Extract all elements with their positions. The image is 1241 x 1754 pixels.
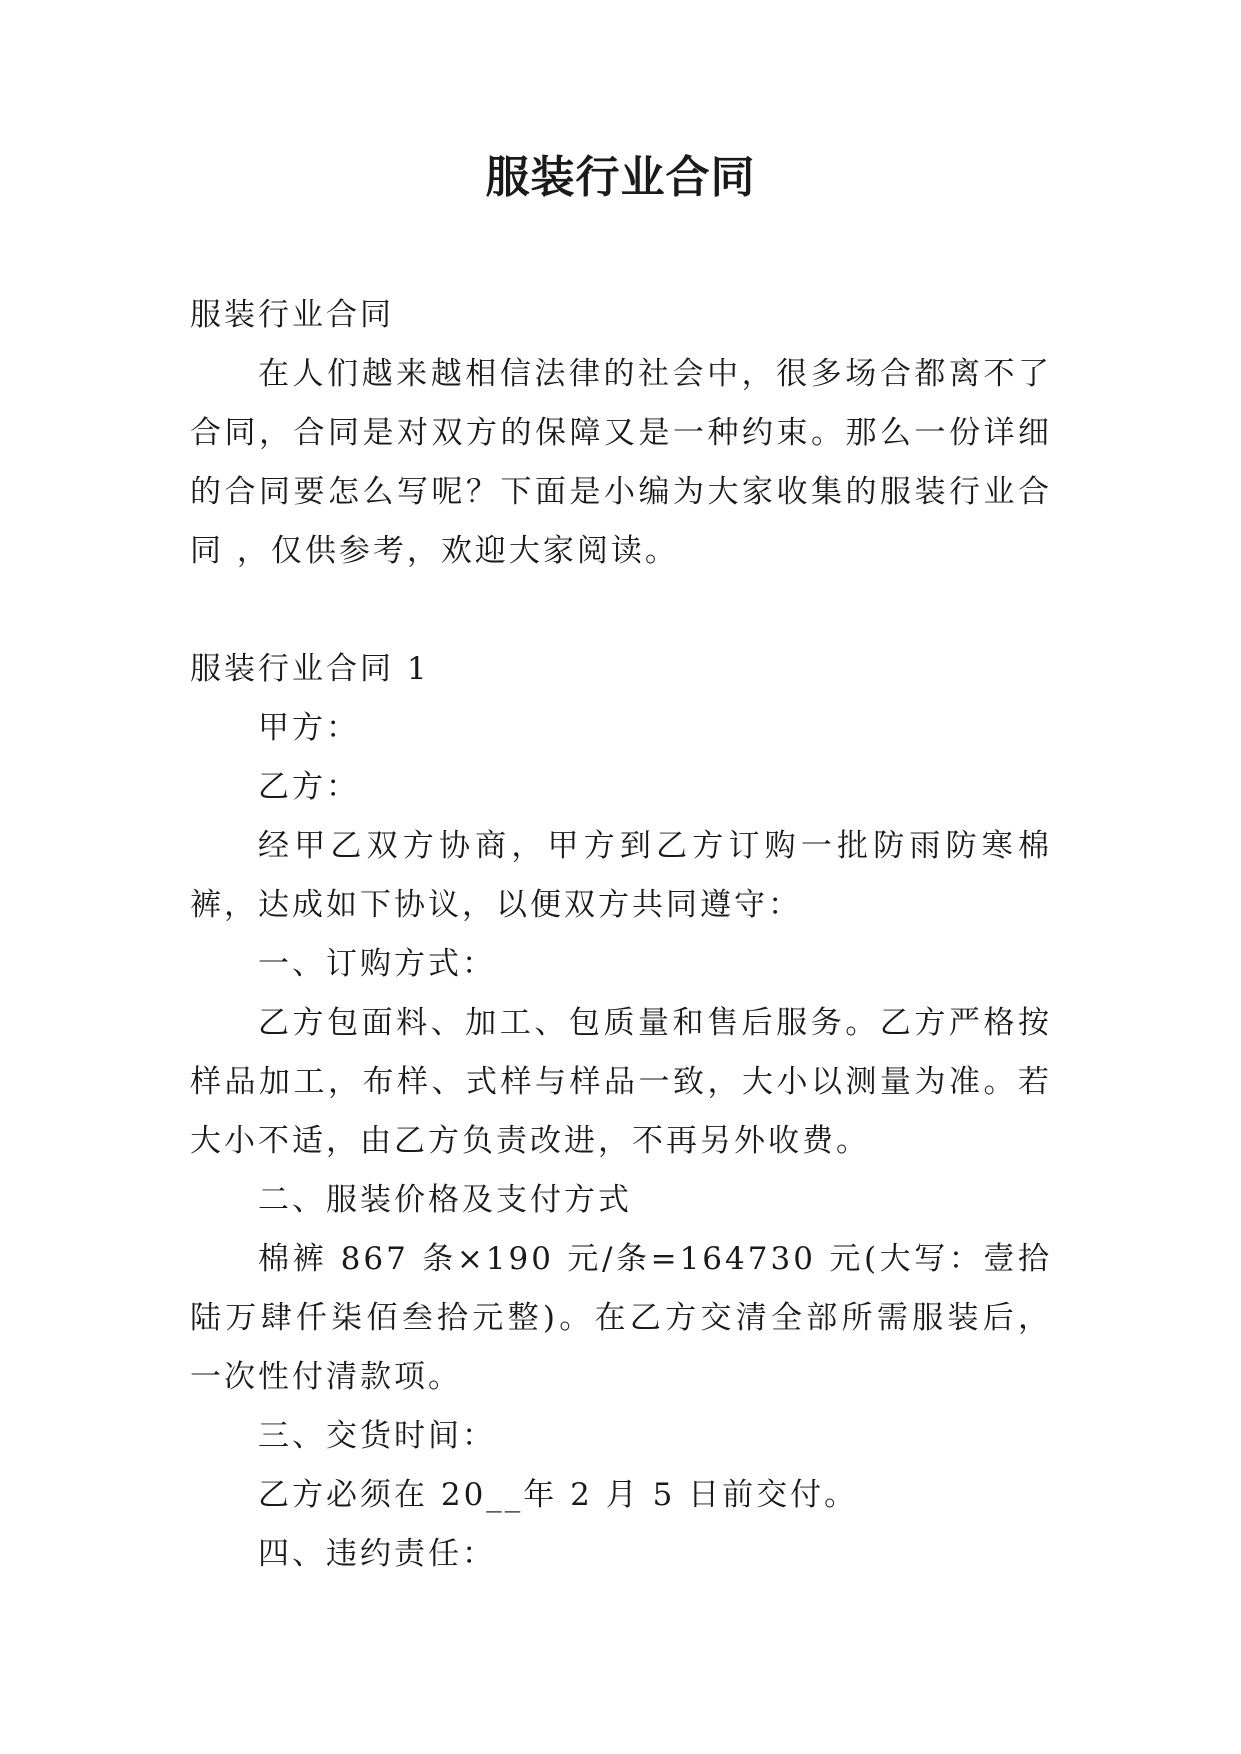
clause-1-heading: 一、订购方式： — [258, 946, 496, 982]
document-body — [190, 286, 1052, 1584]
clause-3-heading: 三、交货时间： — [258, 1418, 496, 1454]
paragraph-gap — [190, 581, 1052, 640]
party-b-line: 乙方： — [258, 769, 360, 805]
document-subtitle: 服装行业合同 — [190, 297, 394, 333]
preamble-paragraph: 经甲乙双方协商，甲方到乙方订购一批防雨防寒棉裤，达成如下协议，以便双方共同遵守： — [190, 828, 1052, 923]
party-a-line: 甲方： — [258, 710, 360, 746]
section-heading: 服装行业合同 1 — [190, 651, 430, 687]
clause-4-heading: 四、违约责任： — [258, 1536, 496, 1572]
clause-2-heading: 二、服装价格及支付方式 — [258, 1182, 632, 1218]
clause-2-body: 棉裤 867 条×190 元/条=164730 元(大写：壹拾陆万肆仟柒佰叁拾元整)。在乙方交清全部所需服装后，一次性付清款项。 — [190, 1241, 1052, 1395]
intro-paragraph: 在人们越来越相信法律的社会中，很多场合都离不了合同，合同是对双方的保障又是一种约束。那么一份详细的合同要怎么写呢？下面是小编为大家收集的服装行业合同 ，仅供参考，欢迎大家阅读。 — [190, 356, 1052, 569]
clause-3-body: 乙方必须在 20__年 2 月 5 日前交付。 — [258, 1477, 859, 1513]
document-title: 服装行业合同 — [485, 152, 756, 203]
clause-1-body: 乙方包面料、加工、包质量和售后服务。乙方严格按样品加工，布样、式样与样品一致，大小以测量为准。若大小不适，由乙方负责改进，不再另外收费。 — [190, 1005, 1052, 1159]
